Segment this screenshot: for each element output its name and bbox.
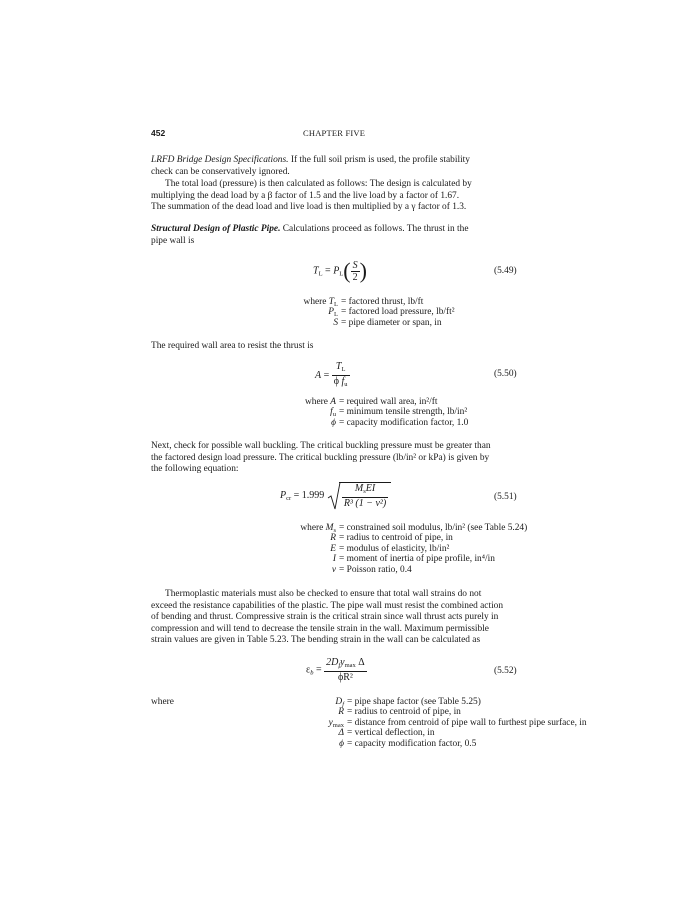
eq550-equals: = bbox=[321, 369, 332, 381]
equation-number-5-49: (5.49) bbox=[494, 266, 517, 276]
eq552-den: ϕR² bbox=[337, 672, 353, 683]
def-text: = vertical deflection, in bbox=[347, 728, 435, 739]
eq551-radical bbox=[327, 482, 391, 509]
buckling-line2: the factored design load pressure. The critical buckling pressure (lb/in² or kPa) is given by bbox=[151, 452, 490, 463]
buckling-line3: the following equation: bbox=[151, 464, 239, 475]
eq550-num: T bbox=[335, 361, 342, 372]
eq551-num-rest: EI bbox=[365, 483, 376, 494]
eq549-lhs-sub: L bbox=[318, 270, 323, 278]
eq550-lhs: A bbox=[315, 369, 322, 381]
intro-paragraph bbox=[151, 155, 521, 178]
section-heading: Structural Design of Plastic Pipe. bbox=[151, 224, 281, 234]
eq550-fraction bbox=[332, 361, 350, 390]
equation-number-5-50: (5.50) bbox=[494, 369, 517, 379]
thermo-line2: exceed the resistance capabilities of the plastic. The pipe wall must resist the combined action bbox=[151, 600, 504, 611]
eq549-rparen: ) bbox=[359, 258, 367, 283]
def-symbol: $D_f$ bbox=[335, 697, 344, 708]
buckling-line1: Next, check for possible wall buckling. The critical buckling pressure must be greater than bbox=[151, 441, 491, 451]
thermo-line4: compression and will tend to decrease the tensile strain in the wall. Maximum permissible bbox=[151, 623, 489, 634]
def-text: = modulus of elasticity, lb/in² bbox=[339, 543, 450, 554]
buckling-paragraph bbox=[151, 441, 521, 476]
eq549-den: 2 bbox=[352, 271, 358, 283]
total-load-line1: The total load (pressure) is then calculated as follows: The design is calculated by bbox=[165, 179, 472, 189]
spec-title: LRFD Bridge Design Specifications. bbox=[151, 155, 289, 165]
eq552-num-y-sub: max bbox=[344, 662, 356, 669]
def-symbol: Δ bbox=[338, 728, 344, 739]
def-text: = pipe shape factor (see Table 5.25) bbox=[347, 697, 481, 707]
def-text: = minimum tensile strength, lb/in² bbox=[339, 407, 468, 418]
def-symbol: where $T_L$ bbox=[303, 297, 338, 308]
def-where: where bbox=[151, 697, 174, 707]
def-text: = Poisson ratio, 0.4 bbox=[339, 564, 412, 575]
section-line2: pipe wall is bbox=[151, 235, 195, 246]
thermo-line1: Thermoplastic materials must also be checked to ensure that total wall strains do not bbox=[165, 589, 482, 599]
def-symbol: I bbox=[332, 554, 336, 565]
equation-number-5-52: (5.52) bbox=[494, 666, 517, 676]
def-text: = pipe diameter or span, in bbox=[341, 317, 442, 328]
area-line: The required wall area to resist the thrust is bbox=[151, 341, 314, 351]
eq550-num-sub: L bbox=[341, 366, 346, 373]
total-load-paragraph bbox=[151, 179, 521, 214]
total-load-line2: multiplying the dead load by a β factor of 1.5 and the live load by a factor of 1.67. bbox=[151, 190, 460, 201]
eq549-equals: = bbox=[322, 265, 334, 277]
def-text: = required wall area, in²/ft bbox=[339, 397, 438, 407]
def-text: = factored load pressure, lb/ft² bbox=[341, 307, 455, 318]
eq551-coef: = 1.999 bbox=[291, 489, 327, 501]
eq551-num-sub: s bbox=[363, 488, 366, 495]
eq552-num-y: y bbox=[340, 657, 345, 668]
def-symbol: S bbox=[333, 317, 338, 328]
eq552-fraction bbox=[324, 657, 367, 683]
chapter-title: CHAPTER FIVE bbox=[303, 128, 366, 138]
eq552-num-delta: Δ bbox=[355, 657, 365, 668]
eq550-den-phi: ϕ bbox=[333, 376, 340, 387]
area-paragraph bbox=[151, 341, 521, 353]
equation-5-52 bbox=[306, 657, 367, 683]
def-text: = distance from centroid of pipe wall to furthest pipe surface, in bbox=[347, 717, 587, 728]
def-symbol: R bbox=[330, 533, 336, 544]
def-symbol: $P_L$ bbox=[328, 307, 338, 319]
eq549-lhs: T bbox=[313, 265, 319, 277]
intro-line1-rest: If the full soil prism is used, the profile stability bbox=[288, 155, 470, 165]
eq549-num: S bbox=[352, 259, 358, 271]
eq549-p-sub: L bbox=[339, 270, 344, 278]
eq552-lhs-sub: b bbox=[310, 669, 314, 677]
def-symbol: ϕ bbox=[331, 417, 336, 428]
equation-5-51 bbox=[280, 482, 391, 509]
equation-number-5-51: (5.51) bbox=[494, 492, 517, 502]
equation-5-50 bbox=[315, 361, 350, 390]
thermoplastic-paragraph bbox=[151, 589, 521, 647]
eq551-den: R³ (1 − ν²) bbox=[343, 498, 387, 509]
eq551-lhs-sub: cr bbox=[286, 494, 292, 502]
eq550-den-f: f bbox=[341, 376, 345, 387]
eq549-fraction bbox=[351, 260, 360, 283]
eq550-den-sub: u bbox=[344, 381, 348, 388]
eq549-p: P bbox=[333, 265, 340, 277]
section-line1-rest: Calculations proceed as follows. The thrust in the bbox=[280, 224, 469, 234]
eq551-fraction bbox=[339, 482, 391, 509]
sqrt-icon bbox=[327, 482, 341, 510]
page-number: 452 bbox=[151, 128, 166, 138]
eq551-lhs: P bbox=[280, 489, 287, 501]
def-text: = capacity modification factor, 1.0 bbox=[339, 417, 469, 428]
intro-line2: check can be conservatively ignored. bbox=[151, 166, 290, 177]
thermo-line3: of bending and thrust. Compressive strain is the critical strain since wall thrust acts purely in bbox=[151, 612, 499, 623]
eq549-lparen: ( bbox=[343, 258, 351, 283]
eq552-equals: = bbox=[313, 664, 325, 676]
section-paragraph bbox=[151, 224, 521, 247]
def-symbol: ν bbox=[331, 564, 336, 575]
def-symbol: E bbox=[330, 543, 336, 554]
def-text: = factored thrust, lb/ft bbox=[341, 297, 424, 307]
eq552-num: 2D bbox=[326, 657, 339, 668]
def-symbol: where A bbox=[305, 397, 336, 407]
def-symbol: where $M_s$ bbox=[300, 523, 336, 534]
def-text: = radius to centroid of pipe, in bbox=[339, 533, 453, 544]
eq552-lhs: ε bbox=[306, 664, 311, 676]
def-symbol: ϕ bbox=[339, 738, 344, 749]
def-text: = constrained soil modulus, lb/in² (see Table 5.24) bbox=[339, 523, 528, 533]
eq551-num: M bbox=[354, 483, 364, 494]
def-symbol: $f_u$ bbox=[330, 407, 336, 419]
def-symbol: R bbox=[338, 707, 344, 718]
def-text: = radius to centroid of pipe, in bbox=[347, 707, 461, 718]
def-symbol: $y_{max}$ bbox=[328, 717, 344, 729]
def-text: = capacity modification factor, 0.5 bbox=[347, 738, 477, 749]
eq552-num-sub: f bbox=[338, 662, 341, 669]
equation-5-49 bbox=[313, 258, 367, 284]
def-text: = moment of inertia of pipe profile, in⁴/in bbox=[339, 554, 495, 565]
total-load-line3: The summation of the dead load and live load is then multiplied by a γ factor of 1.3. bbox=[151, 202, 467, 213]
thermo-line5: strain values are given in Table 5.23. The bending strain in the wall can be calculated as bbox=[151, 635, 481, 646]
